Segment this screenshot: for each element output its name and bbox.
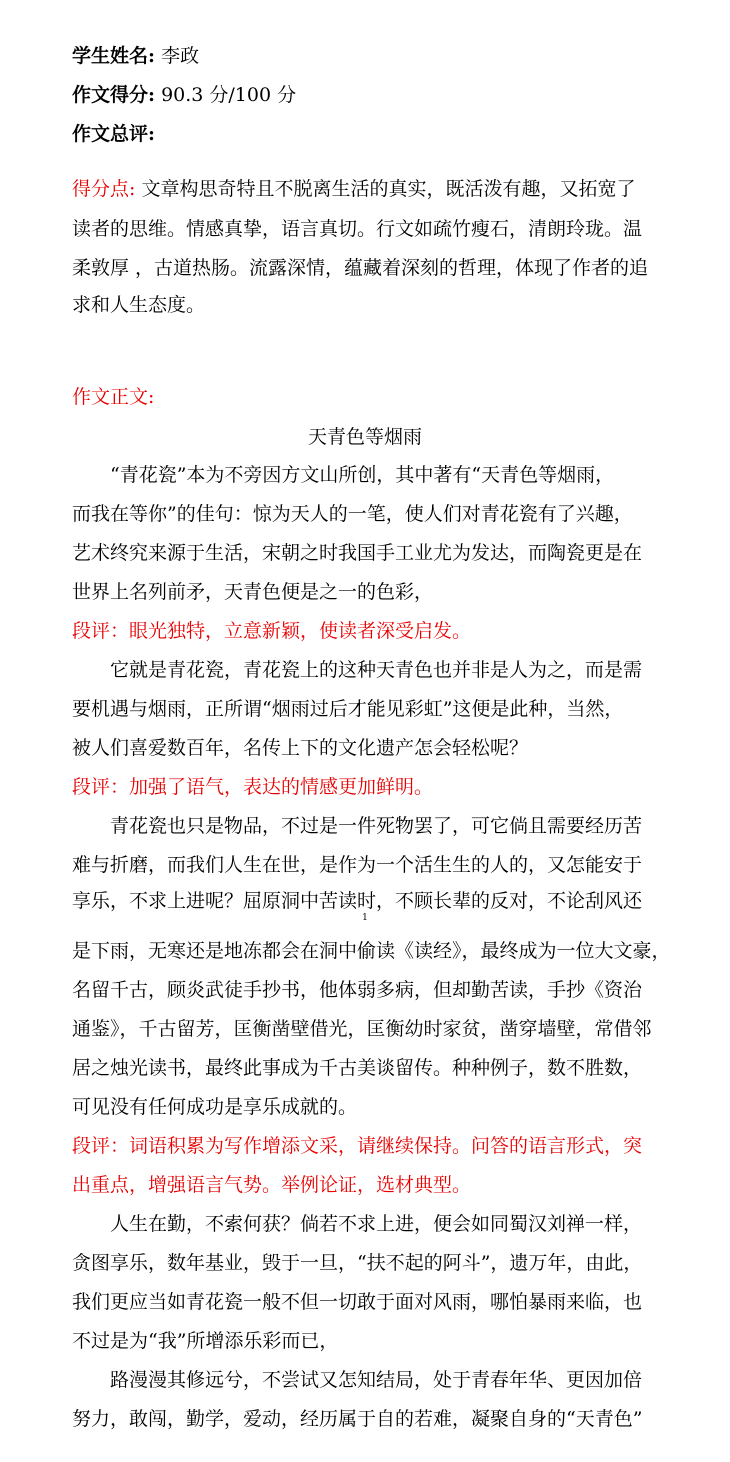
scoring-text: 文章构思奇特且不脱离生活的真实，既活泼有趣，又拓宽了 <box>141 178 636 200</box>
student-name-value: 李政 <box>161 45 200 67</box>
essay-label: 作文正文: <box>72 386 155 408</box>
page-number: 1 <box>362 913 368 923</box>
p3-line-8: 可见没有任何成功是享乐成就的。 <box>72 1096 358 1118</box>
p3-line-4: 是下雨，无寒还是地冻都会在洞中偷读《读经》，最终成为一位大文豪， <box>72 940 671 962</box>
p3-line-7: 居之烛光读书，最终此事成为千古美谈留传。种种例子，数不胜数， <box>72 1057 643 1079</box>
scoring-label: 得分点: <box>72 178 136 200</box>
p4-line-2: 贪图享乐，数年基业，毁于一旦，“扶不起的阿斗”，遗万年，由此， <box>72 1252 643 1274</box>
p4-line-3: 我们更应当如青花瓷一般不但一切敢于面对风雨，哪怕暴雨来临，也 <box>72 1291 643 1313</box>
summary-label: 作文总评: <box>72 123 156 145</box>
p3-line-1: 青花瓷也只是物品，不过是一件死物罢了，可它倘且需要经历苦 <box>110 815 643 837</box>
p1-line-4: 世界上名列前矛，天青色便是之一的色彩， <box>72 581 434 603</box>
scoring-line-3: 柔敦厚 ，古道热肠。流露深情，蕴藏着深刻的哲理，体现了作者的追 <box>72 257 649 279</box>
p2-line-2: 要机遇与烟雨，正所谓“烟雨过后才能见彩虹”这便是此种，当然， <box>72 698 624 720</box>
p3-line-5: 名留千古，顾炎武徒手抄书，他体弱多病，但却勤苦读，手抄《资治 <box>72 979 643 1001</box>
p1-line-1: “青花瓷”本为不旁因方文山所创，其中著有“天青色等烟雨， <box>110 464 615 486</box>
p4-line-1: 人生在勤，不索何获？倘若不求上进，便会如同蜀汉刘禅一样， <box>110 1213 643 1235</box>
p5-line-1: 路漫漫其修远兮，不尝试又怎知结局，处于青春年华、更因加倍 <box>110 1369 643 1391</box>
p3-line-6: 通鉴》，千古留芳，匡衡凿壁借光，匡衡幼时家贫，凿穿墙壁，常借邻 <box>72 1018 652 1040</box>
comment-2: 段评：加强了语气，表达的情感更加鲜明。 <box>72 776 434 798</box>
score-row <box>72 84 296 106</box>
p2-line-1: 它就是青花瓷，青花瓷上的这种天青色也并非是人为之，而是需 <box>110 659 643 681</box>
scoring-line-1 <box>72 178 635 200</box>
comment-1: 段评：眼光独特，立意新颖，使读者深受启发。 <box>72 620 472 642</box>
p1-line-3: 艺术终究来源于生活，宋朝之时我国手工业尤为发达，而陶瓷更是在 <box>72 542 643 564</box>
p3-line-3: 享乐，不求上进呢？屈原洞中苦读时，不顾长辈的反对，不论刮风还 <box>72 890 643 912</box>
p4-line-4: 不过是为“我”所增添乐彩而已， <box>72 1330 339 1352</box>
comment-3-line-2: 出重点，增强语言气势。举例论证，选材典型。 <box>72 1174 472 1196</box>
p5-line-2: 努力，敢闯，勤学，爱动，经历属于自的若难，凝聚自身的“天青色” <box>72 1408 643 1430</box>
scoring-line-2: 读者的思维。情感真挚，语言真切。行文如疏竹瘦石，清朗玲珑。温 <box>72 218 643 240</box>
scoring-line-4: 求和人生态度。 <box>72 294 206 316</box>
score-label: 作文得分: <box>72 84 156 106</box>
student-name-row <box>72 45 199 67</box>
comment-3-line-1: 段评：词语积累为写作增添文采，请继续保持。问答的语言形式，突 <box>72 1135 643 1157</box>
student-name-label: 学生姓名: <box>72 45 156 67</box>
p2-line-3: 被人们喜爱数百年，名传上下的文化遗产怎会轻松呢？ <box>72 737 529 759</box>
essay-title: 天青色等烟雨 <box>307 426 422 448</box>
p3-line-2: 难与折磨，而我们人生在世，是作为一个活生生的人的，又怎能安于 <box>72 854 643 876</box>
score-value: 90.3 分/100 分 <box>161 84 297 106</box>
p1-line-2: 而我在等你”的佳句：惊为天人的一笔，使人们对青花瓷有了兴趣， <box>72 503 633 525</box>
